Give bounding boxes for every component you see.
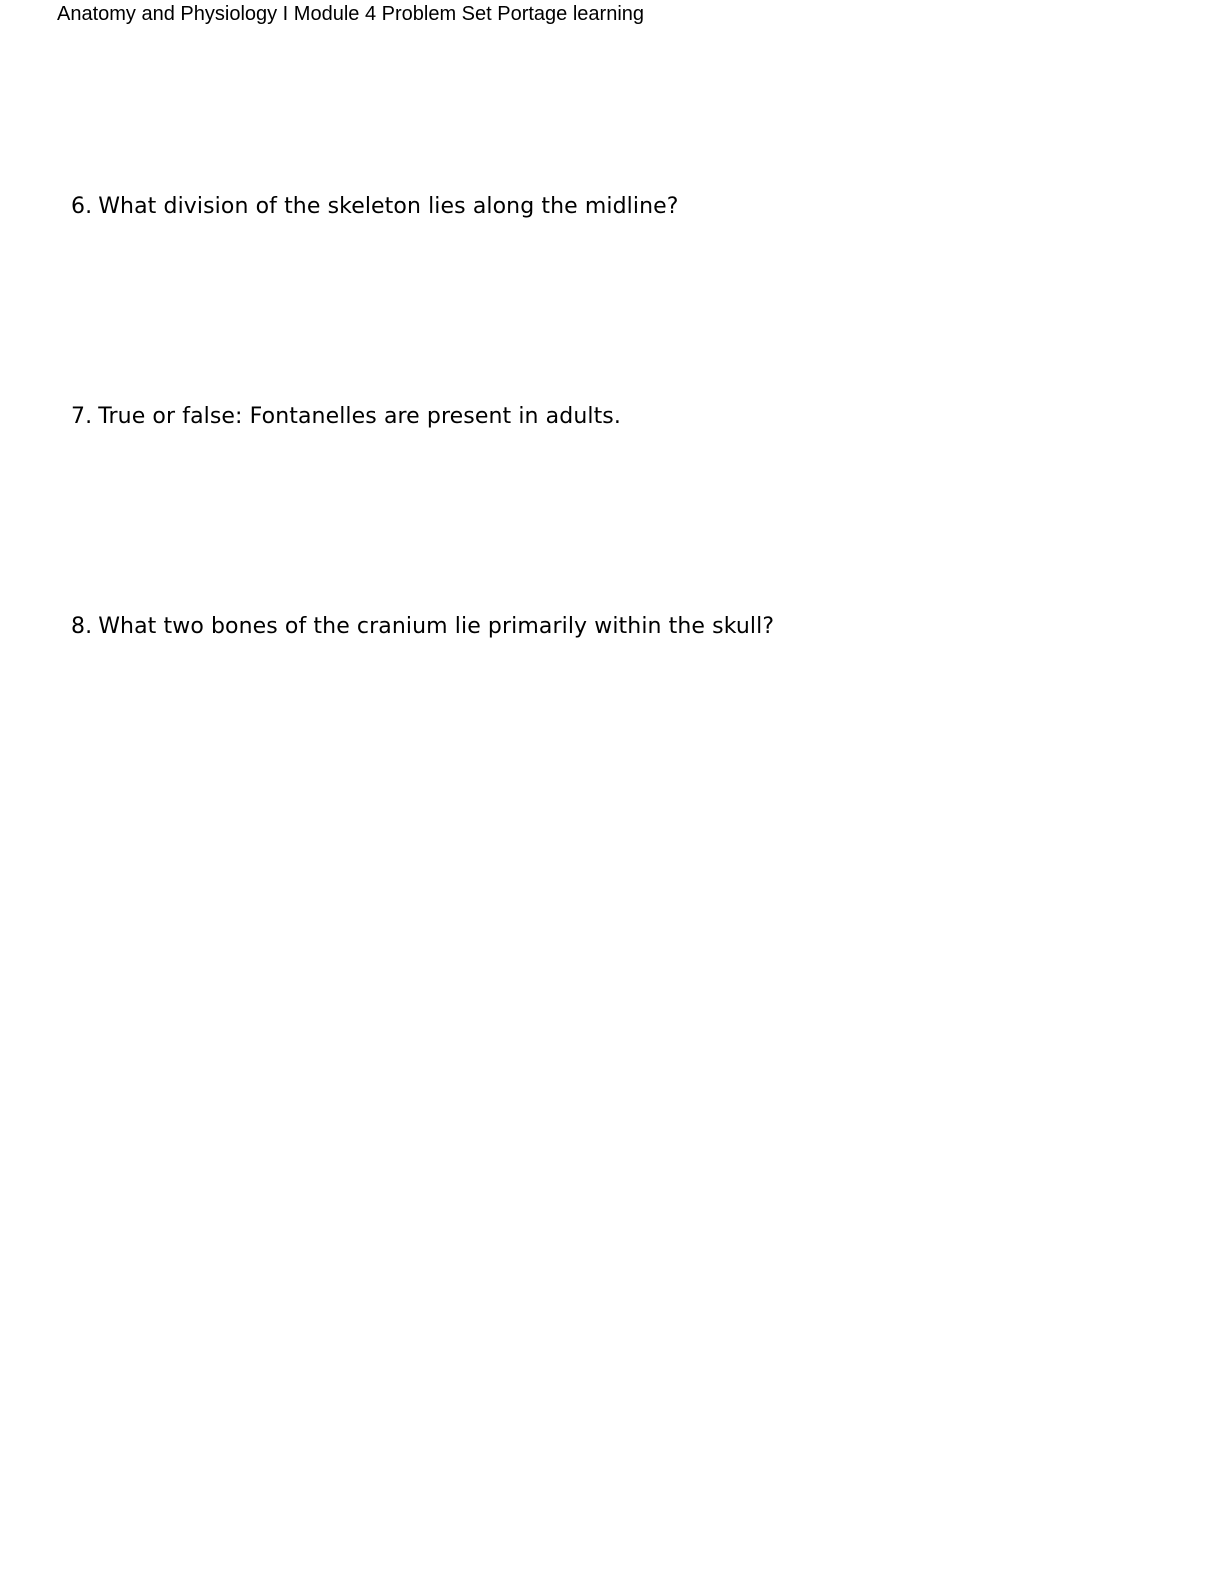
question-6 xyxy=(71,192,679,222)
question-7 xyxy=(71,402,621,432)
question-8 xyxy=(71,612,774,642)
question-number: 8. xyxy=(71,614,93,639)
question-number: 6. xyxy=(71,194,93,219)
question-text: True or false: Fontanelles are present in adults. xyxy=(98,404,621,429)
question-number: 7. xyxy=(71,404,93,429)
question-text: What division of the skeleton lies along the midline? xyxy=(98,194,679,219)
page-header-title: Anatomy and Physiology I Module 4 Problem Set Portage learning xyxy=(57,3,645,25)
question-text: What two bones of the cranium lie primarily within the skull? xyxy=(98,614,775,639)
